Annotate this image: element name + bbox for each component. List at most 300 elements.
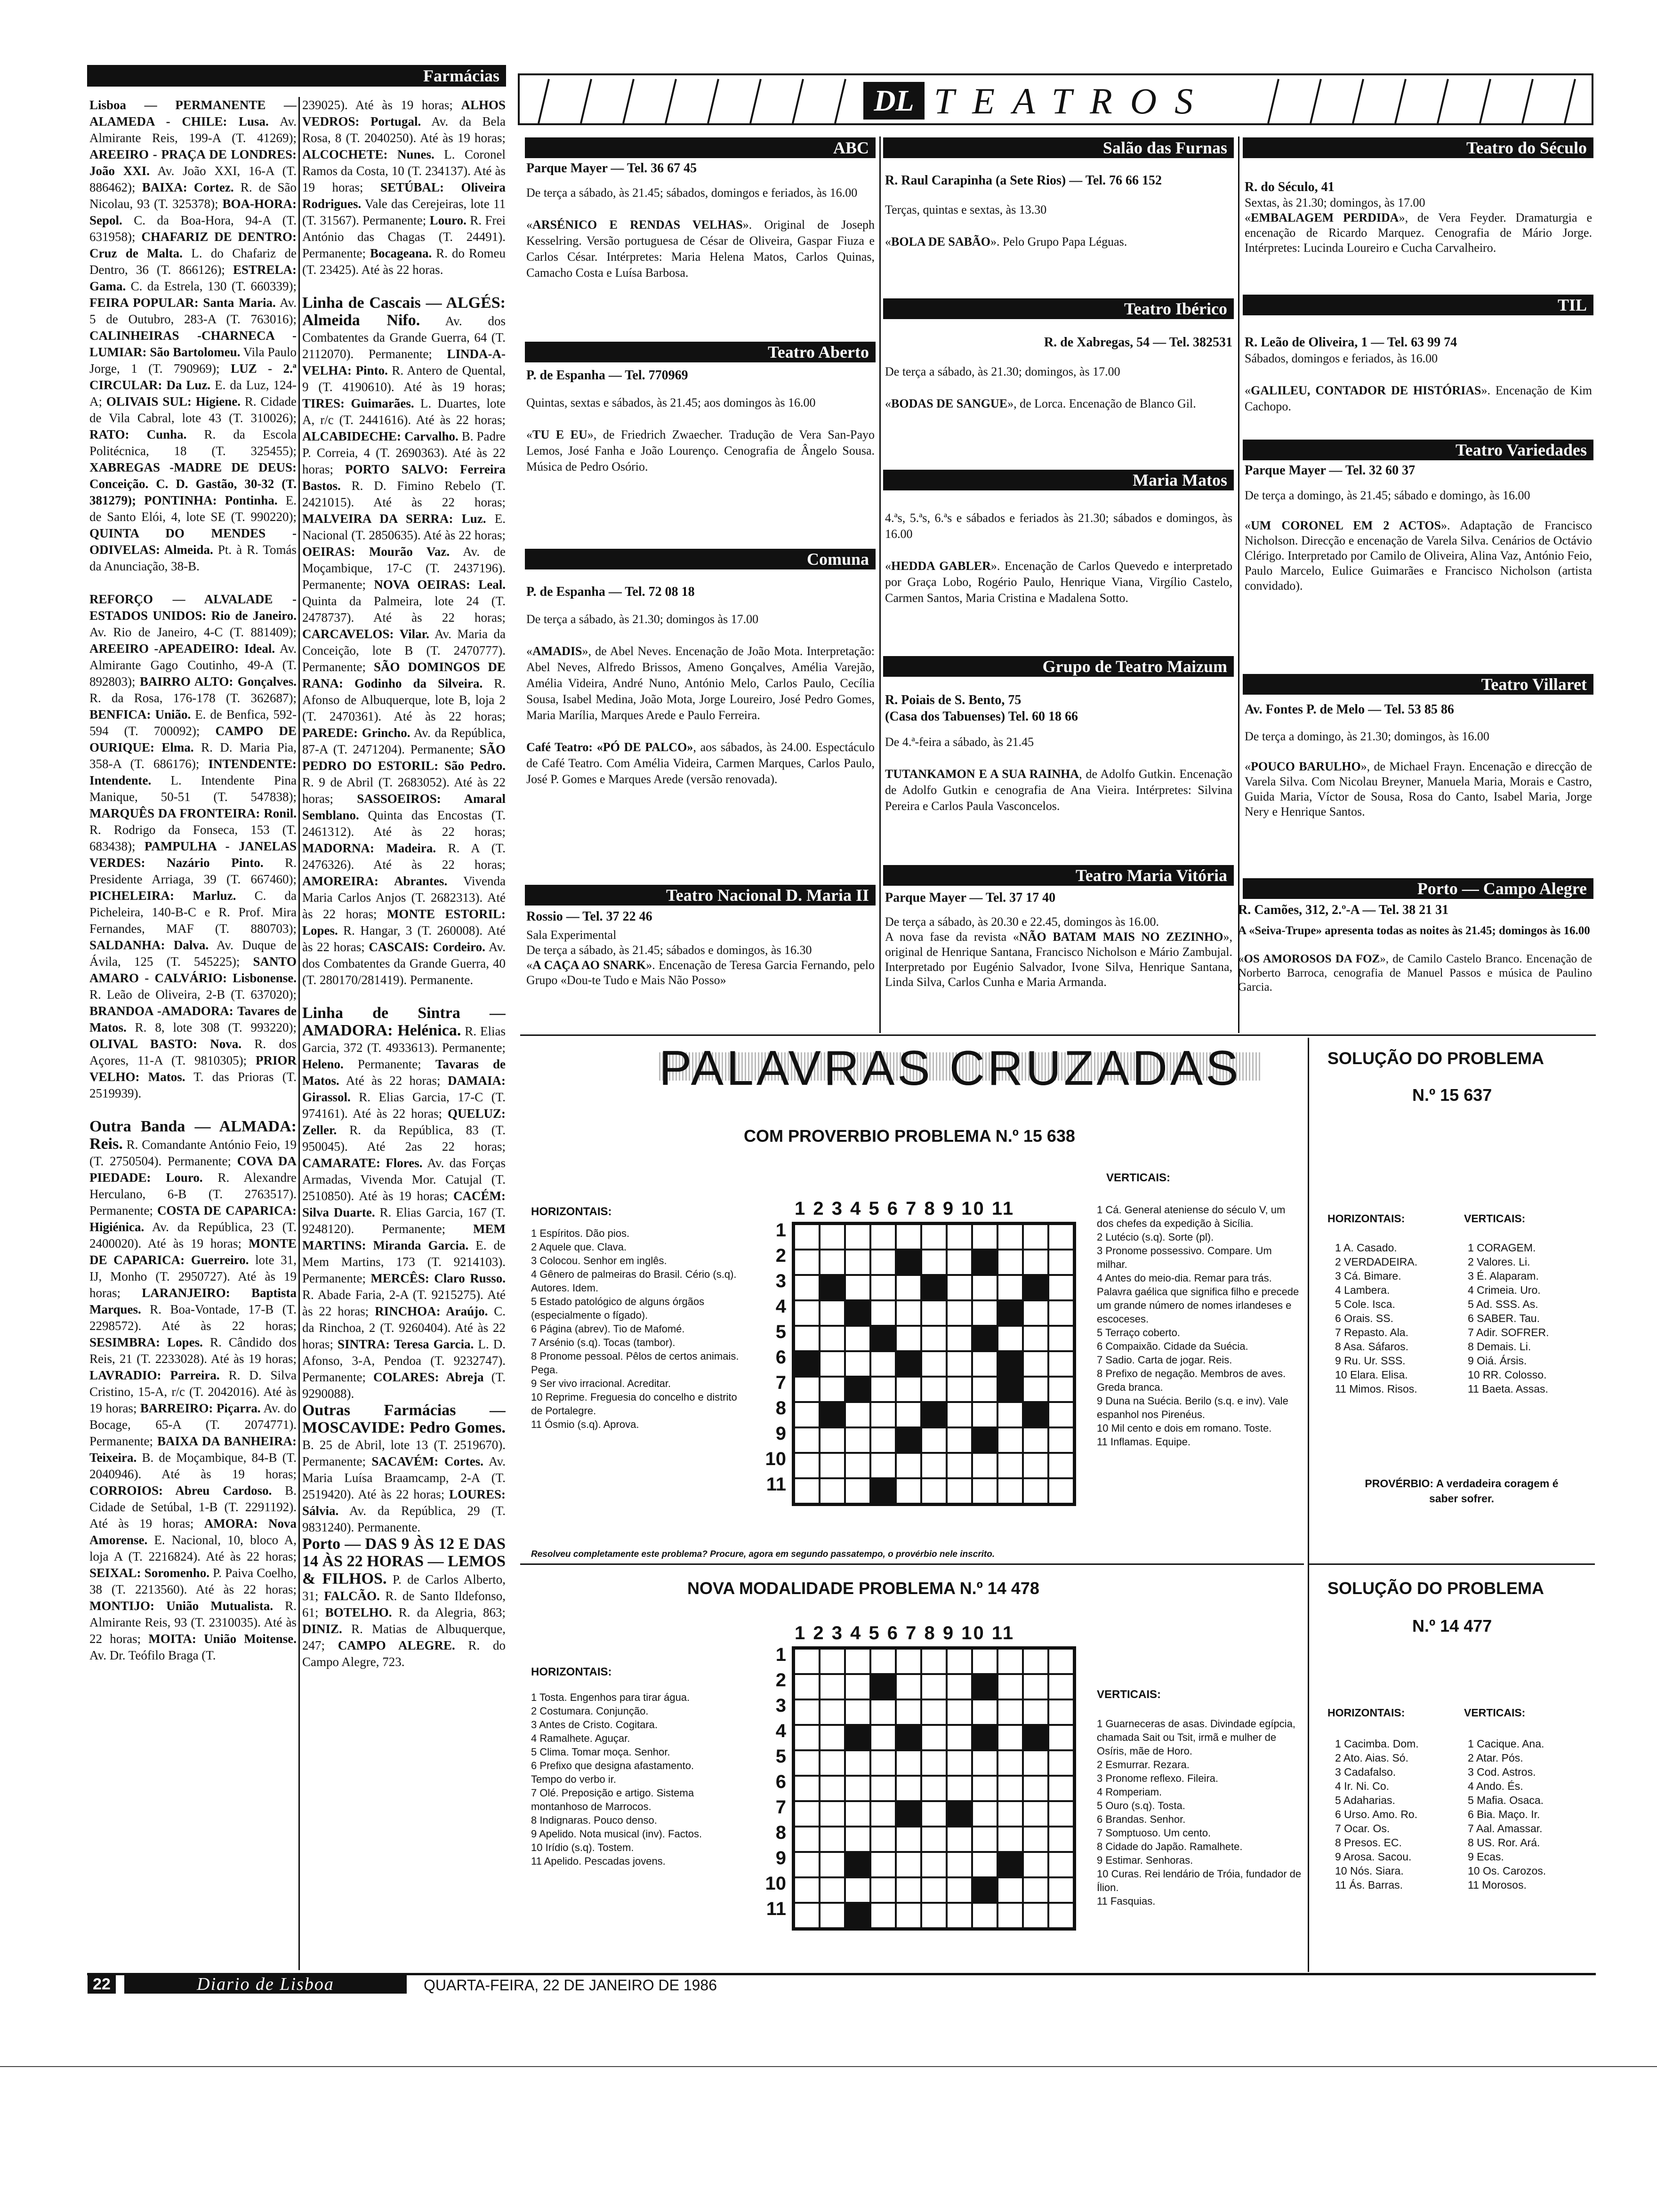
grid-cell[interactable] xyxy=(1048,1827,1074,1852)
crossword-title xyxy=(659,1040,1271,1101)
grid-cell[interactable] xyxy=(972,1852,997,1877)
grid-cell[interactable] xyxy=(870,1852,896,1877)
black-cell xyxy=(997,1300,1023,1326)
grid-cell[interactable] xyxy=(972,1377,997,1402)
grid-cell[interactable] xyxy=(1023,1250,1048,1275)
grid-cell[interactable] xyxy=(794,1776,820,1801)
black-cell xyxy=(870,1326,896,1351)
grid-cell[interactable] xyxy=(1023,1827,1048,1852)
grid-cell[interactable] xyxy=(972,1699,997,1725)
black-cell xyxy=(972,1326,997,1351)
grid-cell[interactable] xyxy=(997,1427,1023,1453)
grid-cell[interactable] xyxy=(820,1224,845,1250)
grid-cell[interactable] xyxy=(820,1649,845,1674)
grid-cell[interactable] xyxy=(921,1224,947,1250)
grid-cell[interactable] xyxy=(972,1801,997,1827)
grid-cell[interactable] xyxy=(845,1427,870,1453)
crossword-title-text: PALAVRAS CRUZADAS xyxy=(659,1041,1241,1096)
grid-cell[interactable] xyxy=(997,1674,1023,1699)
p1-grid[interactable] xyxy=(792,1222,1076,1506)
grid-cell[interactable] xyxy=(870,1750,896,1776)
black-cell xyxy=(845,1725,870,1750)
grid-cell[interactable] xyxy=(794,1224,820,1250)
grid-cell[interactable] xyxy=(845,1402,870,1427)
grid-cell[interactable] xyxy=(1023,1877,1048,1903)
grid-cell[interactable] xyxy=(921,1326,947,1351)
farmacias-header: Farmácias xyxy=(87,65,506,87)
theater-dmaria xyxy=(526,908,875,988)
grid-cell[interactable] xyxy=(896,1224,921,1250)
grid-cell[interactable] xyxy=(921,1776,947,1801)
grid-cell[interactable] xyxy=(921,1877,947,1903)
row-number: 2 xyxy=(775,1670,786,1691)
grid-cell[interactable] xyxy=(997,1903,1023,1928)
theater-comuna-header: Comuna xyxy=(525,549,876,569)
grid-cell[interactable] xyxy=(845,1250,870,1275)
theater-variedades-header: Teatro Variedades xyxy=(1243,440,1593,460)
grid-cell[interactable] xyxy=(1023,1903,1048,1928)
grid-cell[interactable] xyxy=(921,1250,947,1275)
theater-villaret-body: De terça a domingo, às 21.30; domingos, às 16.00 «POUCO BARULHO», de Michael Frayn. Encenação e direcção de Varela Silva. Com Nicolau Breyner, Manuela Maria, Morais e Castro, Guida Maria, Víctor de Sousa, Rosa do Canto, Isabel Maria, Jorge Nery e Henrique Santos. xyxy=(1245,729,1593,818)
grid-cell[interactable] xyxy=(1048,1903,1074,1928)
grid-cell[interactable] xyxy=(1048,1699,1074,1725)
theater-iberico-address: R. de Xabregas, 54 — Tel. 382531 xyxy=(1044,335,1232,350)
grid-cell[interactable] xyxy=(870,1725,896,1750)
grid-cell[interactable] xyxy=(896,1776,921,1801)
grid-cell[interactable] xyxy=(845,1275,870,1300)
grid-cell[interactable] xyxy=(997,1275,1023,1300)
grid-cell[interactable] xyxy=(794,1801,820,1827)
grid-cell[interactable] xyxy=(845,1699,870,1725)
grid-cell[interactable] xyxy=(794,1300,820,1326)
grid-cell[interactable] xyxy=(997,1877,1023,1903)
grid-cell[interactable] xyxy=(794,1453,820,1478)
grid-cell[interactable] xyxy=(794,1275,820,1300)
grid-cell[interactable] xyxy=(794,1326,820,1351)
grid-cell[interactable] xyxy=(794,1903,820,1928)
grid-cell[interactable] xyxy=(921,1300,947,1326)
grid-cell[interactable] xyxy=(794,1725,820,1750)
grid-cell[interactable] xyxy=(845,1453,870,1478)
grid-cell[interactable] xyxy=(1048,1725,1074,1750)
grid-cell[interactable] xyxy=(896,1478,921,1504)
grid-cell[interactable] xyxy=(870,1877,896,1903)
grid-cell[interactable] xyxy=(794,1852,820,1877)
grid-cell[interactable] xyxy=(845,1750,870,1776)
theater-maizum xyxy=(885,692,1232,814)
teatros-bottom-rule xyxy=(520,1034,1596,1036)
grid-cell[interactable] xyxy=(820,1674,845,1699)
grid-cell[interactable] xyxy=(845,1224,870,1250)
sol-mid-rule xyxy=(1308,1563,1595,1565)
grid-cell[interactable] xyxy=(972,1750,997,1776)
grid-cell[interactable] xyxy=(896,1453,921,1478)
grid-cell[interactable] xyxy=(896,1649,921,1674)
theater-comuna-body: De terça a sábado, às 21.30; domingos às 17.00 «AMADIS», de Abel Neves. Encenação de João Mota. Interpretação: Abel Neves, Alfredo Brissos, Ameno Gonçalves, Amélia Varejão, Amélia Videira, André Nuno, António Melo, Carlos Paulo, Cecília Sousa, Isabel Medina, João Mota, Jorge Loureiro, José Pedro Gomes, Maria Marília, Marques Arede e Paulo Ferreira. Café Teatro: «PÓ DE PALCO», aos sábados, às 24.00. Espectáculo de Café Teatro. Com Amélia Videira, Carmen Marques, Carlos Paulo, José P. Gomes e Marques Arede (versão renovada). xyxy=(526,612,875,786)
black-cell xyxy=(972,1674,997,1699)
grid-cell[interactable] xyxy=(947,1250,972,1275)
row-number: 4 xyxy=(775,1296,786,1317)
grid-cell[interactable] xyxy=(972,1275,997,1300)
row-number: 3 xyxy=(775,1271,786,1291)
grid-cell[interactable] xyxy=(972,1224,997,1250)
grid-cell[interactable] xyxy=(921,1725,947,1750)
theater-furnas xyxy=(885,172,1232,250)
grid-cell[interactable] xyxy=(997,1402,1023,1427)
grid-cell[interactable] xyxy=(1048,1674,1074,1699)
grid-cell[interactable] xyxy=(921,1377,947,1402)
p2-col-numbers: 1 2 3 4 5 6 7 8 9 10 11 xyxy=(795,1623,1015,1643)
farmacias-col1: Lisboa — PERMANENTE —ALAMEDA - CHILE: Lusa. Av. Almirante Reis, 199-A (T. 41269); AREEIRO - PRAÇA DE LONDRES: João XXI. Av. João XXI, 16-A (T. 886462); BAIXA: Cortez. R. de São Nicolau, 93 (T. 325378); BOA-HORA: Sepol. C. da Boa-Hora, 94-A (T. 631958); CHAFARIZ DE DENTRO: Cruz de Malta. L. do Chafariz de Dentro, 36 (T. 866126); ESTRELA: Gama. C. da Estrela, 130 (T. 660339); FEIRA POPULAR: Santa Maria. Av. 5 de Outubro, 283-A (T. 763016); CALINHEIRAS -CHARNECA - LUMIAR: São Bartolomeu. Vila Paulo Jorge, 1 (T. 790969); LUZ - 2.ª CIRCULAR: Da Luz. E. da Luz, 124-A; OLIVAIS SUL: Higiene. R. Cidade de Vila Cabral, lote 43 (T. 310026); RATO: Cunha. R. da Escola Politécnica, 18 (T. 325455); XABREGAS -MADRE DE DEUS: Conceição. C. D. Gastão, 30-32 (T. 381279); PONTINHA: Pontinha. E. de Santo Elói, 4, lote SE (T. 990220); QUINTA DO MENDES - ODIVELAS: Almeida. Pt. à R. Tomás da Anunciação, 38-B. REFORÇO — ALVALADE -ESTADOS UNIDOS: Rio de Janeiro. Av. Rio de Janeiro, 4-C (T. 881409); AREEIRO -APEADEIRO: Ideal. Av. Almirante Gago Coutinho, 49-A (T. 892803); BAIRRO ALTO: Gonçalves. R. da Rosa, 176-178 (T. 362687); BENFICA: União. E. de Benfica, 592-594 (T. 700092); CAMPO DE OURIQUE: Elma. R. D. Maria Pia, 358-A (T. 686176); INTENDENTE: Intendente. L. Intendente Pina Manique, 50-51 (T. 547838); MARQUÊS DA FRONTEIRA: Ronil. R. Rodrigo da Fonseca, 153 (T. 683438); PAMPULHA - JANELAS VERDES: Nazário Pinto. R. Presidente Arriaga, 39 (T. 667460); PICHELEIRA: Marluz. C. da Picheleira, 140-B-C e R. Prof. Mira Fernandes, MAF (T. 880703); SALDANHA: Dalva. Av. Duque de Ávila, 125 (T. 545225); SANTO AMARO - CALVÁRIO: Lisbonense. R. Leão de Oliveira, 2-B (T. 637020); BRANDOA -AMADORA: Tavares de Matos. R. 8, lote 308 (T. 993220); OLIVAL BASTO: Nova. R. dos Açores, 11-A (T. 9810305); PRIOR VELHO: Matos. T. das Prioras (T. 2519939). Outra Banda — ALMADA: Reis. R. Comandante António Feio, 19 (T. 2750504). Permanente; COVA DA PIEDADE: Louro. R. Alexandre Herculano, 6-B (T. 2763517). Permanente; COSTA DE CAPARICA: Higiénica. Av. da República, 23 (T. 2400020). Até às 19 horas; MONTE DE CAPARICA: Guerreiro. lote 31, IJ, Monho (T. 2950727). Até às 19 horas; LARANJEIRO: Baptista Marques. R. Boa-Vontade, 17-B (T. 2298572). Até às 22 horas; SESIMBRA: Lopes. R. Cândido dos Reis, 21 (T. 2233028). Até às 19 horas; LAVRADIO: Parreira. R. D. Silva Cristino, 15-A, r/c (T. 2042016). Até às 19 horas; BARREIRO: Piçarra. Av. do Bocage, 65-A (T. 2074771). Permanente; BAIXA DA BANHEIRA: Teixeira. B. de Moçambique, 84-B (T. 2040946). Até às 19 horas; CORROIOS: Abreu Cardoso. B. Cidade de Setúbal, 1-B (T. 2291192). Até às 19 horas; AMORA: Nova Amorense. E. Nacional, 10, bloco A, loja A (T. 2216824). Até às 22 horas; SEIXAL: Soromenho. P. Paiva Coelho, 38 (T. 2213560). Até às 22 horas; MONTIJO: União Mutualista. R. Almirante Reis, 93 (T. 2310035). Até às 22 horas; MOITA: União Moitense. Av. Dr. Teófilo Braga (T. xyxy=(89,98,297,1662)
grid-cell[interactable] xyxy=(896,1827,921,1852)
grid-cell[interactable] xyxy=(820,1699,845,1725)
p2-verticais-clues: 1 Guarneceras de asas. Divindade egípcia, chamada Sait ou Tsit, irmã e mulher de Osíris, mãe de Horo. 2 Esmurrar. Rezara. 3 Pronome reflexo. Fileira. 4 Romperiam. 5 Ouro (s.q). Tosta. 6 Brandas. Senhor. 7 Somptuoso. Um cento. 8 Cidade do Japão. Ramalhete. 9 Estimar. Senhoras. 10 Curas. Rei lendário de Tróia, fundador de Ílion. 11 Fasquias. xyxy=(1097,1718,1302,1907)
grid-cell[interactable] xyxy=(921,1903,947,1928)
grid-cell[interactable] xyxy=(972,1827,997,1852)
grid-cell[interactable] xyxy=(947,1427,972,1453)
black-cell xyxy=(921,1402,947,1427)
grid-cell[interactable] xyxy=(1048,1377,1074,1402)
grid-cell[interactable] xyxy=(1023,1750,1048,1776)
theater-til-header: TIL xyxy=(1243,295,1593,315)
grid-cell[interactable] xyxy=(921,1427,947,1453)
theater-vitoria-body: De terça a sábado, às 20.30 e 22.45, domingos às 16.00. A nova fase da revista «NÃO BATAM MAIS NO ZEZINHO», original de Henrique Santana, Francisco Nicholson e Mário Zambujal. Interpretado por Eugénio Salvador, Ivone Silva, Henrique Santana, Linda Silva, Carlos Cunha e Maria Armanda. xyxy=(885,915,1232,989)
grid-cell[interactable] xyxy=(1023,1649,1048,1674)
black-cell xyxy=(1023,1402,1048,1427)
grid-cell[interactable] xyxy=(921,1674,947,1699)
p1-verticais-clues: 1 Cá. General ateniense do século V, um dos chefes da expedição à Sicília. 2 Lutécio (s.q). Sorte (pl). 3 Pronome possessivo. Compare. Um milhar. 4 Antes do meio-dia. Remar para trás. Palavra gaélica que significa filho e precede um grande número de nomes irlandeses e escoceses. 5 Terraço coberto. 6 Compaixão. Cidade da Suécia. 7 Sadio. Carta de jogar. Reis. 8 Prefixo de negação. Membros de aves. Greda branca. 9 Duna na Suécia. Berilo (s.q. e inv). Vale espanhol nos Pirenéus. 10 Mil cento e dois em romano. Toste. 11 Inflamas. Equipe. xyxy=(1097,1204,1299,1448)
row-number: 1 xyxy=(775,1644,786,1665)
issue-date: QUARTA-FEIRA, 22 DE JANEIRO DE 1986 xyxy=(424,1977,717,1994)
grid-cell[interactable] xyxy=(997,1827,1023,1852)
grid-cell[interactable] xyxy=(947,1300,972,1326)
grid-cell[interactable] xyxy=(1023,1351,1048,1377)
grid-cell[interactable] xyxy=(870,1649,896,1674)
black-cell xyxy=(845,1377,870,1402)
grid-cell[interactable] xyxy=(947,1224,972,1250)
sol1-v-label: VERTICAIS: xyxy=(1464,1212,1526,1225)
grid-cell[interactable] xyxy=(921,1453,947,1478)
grid-cell[interactable] xyxy=(921,1750,947,1776)
theater-seculo-address: R. do Século, 41 xyxy=(1245,180,1335,194)
theater-seculo-header: Teatro do Século xyxy=(1243,137,1593,158)
grid-cell[interactable] xyxy=(794,1877,820,1903)
grid-cell[interactable] xyxy=(870,1453,896,1478)
p1-verticais-label: VERTICAIS: xyxy=(1106,1171,1171,1184)
grid-cell[interactable] xyxy=(794,1478,820,1504)
grid-cell[interactable] xyxy=(947,1877,972,1903)
grid-cell[interactable] xyxy=(997,1750,1023,1776)
theater-matos-body: 4.ªs, 5.ªs, 6.ªs e sábados e feriados às 21.30; sábados e domingos, às 16.00 «HEDDA GABLER». Encenação de Carlos Quevedo e interpretado por Graça Lobo, Rogério Paulo, Henrique Viana, Virgílio Castelo, Carmen Santos, Maria Cristina e Madalena Sotto. xyxy=(885,511,1232,605)
grid-cell[interactable] xyxy=(896,1674,921,1699)
grid-cell[interactable] xyxy=(896,1852,921,1877)
black-cell xyxy=(870,1674,896,1699)
grid-cell[interactable] xyxy=(820,1776,845,1801)
grid-cell[interactable] xyxy=(1023,1801,1048,1827)
grid-cell[interactable] xyxy=(845,1351,870,1377)
theater-villaret-header: Teatro Villaret xyxy=(1243,674,1593,695)
grid-cell[interactable] xyxy=(896,1326,921,1351)
grid-cell[interactable] xyxy=(870,1903,896,1928)
theater-abc-address: Parque Mayer — Tel. 36 67 45 xyxy=(526,161,697,176)
grid-cell[interactable] xyxy=(947,1827,972,1852)
row-number: 11 xyxy=(766,1474,786,1495)
p1-col-numbers: 1 2 3 4 5 6 7 8 9 10 11 xyxy=(795,1198,1015,1219)
grid-cell[interactable] xyxy=(794,1377,820,1402)
theater-iberico-header: Teatro Ibérico xyxy=(883,298,1234,319)
grid-cell[interactable] xyxy=(1048,1402,1074,1427)
grid-cell[interactable] xyxy=(1048,1852,1074,1877)
grid-cell[interactable] xyxy=(921,1852,947,1877)
grid-cell[interactable] xyxy=(947,1750,972,1776)
grid-cell[interactable] xyxy=(794,1427,820,1453)
grid-cell[interactable] xyxy=(896,1377,921,1402)
grid-cell[interactable] xyxy=(997,1776,1023,1801)
grid-cell[interactable] xyxy=(1023,1699,1048,1725)
grid-cell[interactable] xyxy=(1048,1351,1074,1377)
grid-cell[interactable] xyxy=(1023,1453,1048,1478)
theater-furnas-body: Terças, quintas e sextas, às 13.30 «BOLA DE SABÃO». Pelo Grupo Papa Léguas. xyxy=(885,203,1127,248)
theater-porto xyxy=(1238,902,1592,994)
black-cell xyxy=(820,1275,845,1300)
grid-cell[interactable] xyxy=(1023,1852,1048,1877)
grid-cell[interactable] xyxy=(794,1827,820,1852)
grid-cell[interactable] xyxy=(794,1674,820,1699)
row-number: 5 xyxy=(775,1322,786,1342)
grid-cell[interactable] xyxy=(1048,1776,1074,1801)
row-number: 7 xyxy=(775,1372,786,1393)
grid-cell[interactable] xyxy=(1023,1478,1048,1504)
grid-cell[interactable] xyxy=(870,1699,896,1725)
grid-cell[interactable] xyxy=(870,1250,896,1275)
grid-cell[interactable] xyxy=(896,1402,921,1427)
grid-cell[interactable] xyxy=(896,1750,921,1776)
grid-cell[interactable] xyxy=(947,1453,972,1478)
p1-horizontais-clues: 1 Espíritos. Dão pios. 2 Aquele que. Clava. 3 Colocou. Senhor em inglês. 4 Gênero de palmeiras do Brasil. Cério (s.q). Autores. Idem. 5 Estado patológico de alguns órgãos (especialmente o fígado). 6 Página (abrev). Tio de Mafomé. 7 Arsénio (s.q). Tocas (tambor). 8 Pronome pessoal. Pêlos de certos animais. Pega. 9 Ser vivo irracional. Acreditar. 10 Reprime. Freguesia do concelho e distrito de Portalegre. 11 Ósmio (s.q). Aprova. xyxy=(531,1227,739,1430)
grid-cell[interactable] xyxy=(972,1776,997,1801)
grid-cell[interactable] xyxy=(896,1300,921,1326)
grid-cell[interactable] xyxy=(794,1750,820,1776)
black-cell xyxy=(972,1427,997,1453)
black-cell xyxy=(947,1801,972,1827)
grid-cell[interactable] xyxy=(820,1377,845,1402)
grid-cell[interactable] xyxy=(794,1250,820,1275)
grid-cell[interactable] xyxy=(997,1699,1023,1725)
grid-cell[interactable] xyxy=(896,1903,921,1928)
theater-comuna xyxy=(526,584,875,787)
grid-cell[interactable] xyxy=(1048,1250,1074,1275)
grid-cell[interactable] xyxy=(820,1453,845,1478)
theater-maizum-body: De 4.ª-feira a sábado, às 21.45 TUTANKAMON E A SUA RAINHA, de Adolfo Gutkin. Encenação de Adolfo Gutkin e cenografia de Ana Vieira. Intérpretes: Silvina Pereira e Carlos Paula Vasconcelos. xyxy=(885,735,1232,813)
grid-cell[interactable] xyxy=(820,1801,845,1827)
grid-cell[interactable] xyxy=(870,1427,896,1453)
black-cell xyxy=(896,1250,921,1275)
theater-furnas-address: R. Raul Carapinha (a Sete Rios) — Tel. 76 66 152 xyxy=(885,173,1162,188)
grid-cell[interactable] xyxy=(947,1326,972,1351)
grid-cell[interactable] xyxy=(896,1275,921,1300)
theater-variedades xyxy=(1245,462,1592,593)
grid-cell[interactable] xyxy=(1048,1478,1074,1504)
theater-dmaria-address: Rossio — Tel. 37 22 46 xyxy=(526,909,652,924)
grid-cell[interactable] xyxy=(997,1801,1023,1827)
grid-cell[interactable] xyxy=(870,1300,896,1326)
grid-cell[interactable] xyxy=(921,1649,947,1674)
grid-cell[interactable] xyxy=(947,1903,972,1928)
theater-maizum-address: R. Poiais de S. Bento, 75 (Casa dos Tabuenses) Tel. 60 18 66 xyxy=(885,693,1078,724)
grid-cell[interactable] xyxy=(870,1351,896,1377)
grid-cell[interactable] xyxy=(997,1250,1023,1275)
sol2-v: 1 Cacique. Ana. 2 Atar. Pós. 3 Cod. Astros. 4 Ando. És. 5 Mafia. Osaca. 6 Bia. Maço. Ir. 7 Aal. Amassar. 8 US. Ror. Ará. 9 Ecas. 10 Os. Carozos. 11 Morosos. xyxy=(1468,1738,1546,1891)
grid-cell[interactable] xyxy=(820,1478,845,1504)
grid-cell[interactable] xyxy=(870,1402,896,1427)
grid-cell[interactable] xyxy=(794,1699,820,1725)
grid-cell[interactable] xyxy=(845,1326,870,1351)
row-number: 8 xyxy=(775,1398,786,1419)
grid-cell[interactable] xyxy=(1048,1326,1074,1351)
sol2-title: SOLUÇÃO DO PROBLEMA xyxy=(1327,1579,1544,1598)
grid-cell[interactable] xyxy=(820,1427,845,1453)
grid-cell[interactable] xyxy=(896,1699,921,1725)
grid-cell[interactable] xyxy=(845,1649,870,1674)
grid-cell[interactable] xyxy=(845,1827,870,1852)
grid-cell[interactable] xyxy=(1048,1453,1074,1478)
grid-cell[interactable] xyxy=(972,1351,997,1377)
grid-cell[interactable] xyxy=(921,1351,947,1377)
grid-cell[interactable] xyxy=(972,1402,997,1427)
grid-cell[interactable] xyxy=(820,1877,845,1903)
theater-matos-header: Maria Matos xyxy=(883,470,1234,490)
grid-cell[interactable] xyxy=(820,1903,845,1928)
grid-cell[interactable] xyxy=(947,1776,972,1801)
grid-cell[interactable] xyxy=(947,1478,972,1504)
black-cell xyxy=(845,1903,870,1928)
black-cell xyxy=(997,1377,1023,1402)
grid-cell[interactable] xyxy=(947,1377,972,1402)
farmacias-divider xyxy=(298,97,300,1970)
grid-cell[interactable] xyxy=(1048,1877,1074,1903)
grid-cell[interactable] xyxy=(921,1827,947,1852)
grid-cell[interactable] xyxy=(1048,1801,1074,1827)
grid-cell[interactable] xyxy=(845,1478,870,1504)
row-number: 10 xyxy=(765,1449,786,1469)
theater-vitoria-header: Teatro Maria Vitória xyxy=(883,865,1234,886)
grid-cell[interactable] xyxy=(947,1852,972,1877)
sol1-h: 1 A. Casado. 2 VERDADEIRA. 3 Cá. Bimare. 4 Lambera. 5 Cole. Isca. 6 Orais. SS. 7 Repasto. Ala. 8 Asa. Sáfaros. 9 Ru. Ur. SSS. 10 Elara. Elisa. 11 Mimos. Risos. xyxy=(1335,1242,1418,1395)
grid-cell[interactable] xyxy=(1048,1275,1074,1300)
grid-cell[interactable] xyxy=(820,1250,845,1275)
theater-vitoria-address: Parque Mayer — Tel. 37 17 40 xyxy=(885,890,1056,905)
grid-cell[interactable] xyxy=(845,1674,870,1699)
grid-cell[interactable] xyxy=(1023,1300,1048,1326)
grid-cell[interactable] xyxy=(997,1326,1023,1351)
grid-cell[interactable] xyxy=(794,1649,820,1674)
grid-cell[interactable] xyxy=(1023,1377,1048,1402)
grid-cell[interactable] xyxy=(972,1453,997,1478)
grid-cell[interactable] xyxy=(820,1827,845,1852)
p2-grid[interactable] xyxy=(792,1646,1076,1931)
grid-cell[interactable] xyxy=(896,1877,921,1903)
grid-cell[interactable] xyxy=(1048,1750,1074,1776)
theater-furnas-header: Salão das Furnas xyxy=(883,137,1234,158)
grid-cell[interactable] xyxy=(870,1801,896,1827)
theater-variedades-address: Parque Mayer — Tel. 32 60 37 xyxy=(1245,463,1416,478)
grid-cell[interactable] xyxy=(921,1699,947,1725)
row-number: 6 xyxy=(775,1347,786,1368)
row-number: 3 xyxy=(775,1695,786,1716)
grid-cell[interactable] xyxy=(972,1300,997,1326)
grid-cell[interactable] xyxy=(820,1326,845,1351)
grid-cell[interactable] xyxy=(870,1377,896,1402)
grid-cell[interactable] xyxy=(845,1776,870,1801)
grid-cell[interactable] xyxy=(1023,1427,1048,1453)
grid-cell[interactable] xyxy=(921,1801,947,1827)
grid-cell[interactable] xyxy=(947,1351,972,1377)
row-number: 5 xyxy=(775,1746,786,1767)
grid-cell[interactable] xyxy=(972,1478,997,1504)
theater-porto-header: Porto — Campo Alegre xyxy=(1243,878,1593,899)
theater-seculo xyxy=(1245,179,1592,256)
grid-cell[interactable] xyxy=(947,1725,972,1750)
grid-cell[interactable] xyxy=(921,1478,947,1504)
grid-cell[interactable] xyxy=(972,1903,997,1928)
theater-dmaria-body: Sala Experimental De terça a sábado, às 21.45; sábados e domingos, às 16.30 «A CAÇA AO SNARK». Encenação de Teresa Garcia Fernando, pelo Grupo «Dou-te Tudo e Mais Não Posso» xyxy=(526,928,875,987)
grid-cell[interactable] xyxy=(870,1827,896,1852)
grid-cell[interactable] xyxy=(997,1649,1023,1674)
grid-cell[interactable] xyxy=(870,1275,896,1300)
grid-cell[interactable] xyxy=(947,1699,972,1725)
row-number: 8 xyxy=(775,1822,786,1843)
grid-cell[interactable] xyxy=(870,1224,896,1250)
black-cell xyxy=(972,1725,997,1750)
grid-cell[interactable] xyxy=(997,1725,1023,1750)
grid-cell[interactable] xyxy=(845,1877,870,1903)
grid-cell[interactable] xyxy=(1048,1300,1074,1326)
grid-cell[interactable] xyxy=(947,1275,972,1300)
grid-cell[interactable] xyxy=(820,1852,845,1877)
sol1-v: 1 CORAGEM. 2 Valores. Li. 3 É. Alaparam. 4 Crimeia. Uro. 5 Ad. SSS. As. 6 SABER. Tau. 7 Adir. SOFRER. 8 Demais. Li. 9 Oiá. Ársis. 10 RR. Colosso. 11 Baeta. Assas. xyxy=(1468,1242,1549,1395)
grid-cell[interactable] xyxy=(1023,1674,1048,1699)
grid-cell[interactable] xyxy=(997,1478,1023,1504)
grid-cell[interactable] xyxy=(1048,1224,1074,1250)
grid-cell[interactable] xyxy=(794,1402,820,1427)
grid-cell[interactable] xyxy=(1048,1427,1074,1453)
grid-cell[interactable] xyxy=(1048,1649,1074,1674)
grid-cell[interactable] xyxy=(997,1224,1023,1250)
teatros-banner xyxy=(518,73,1593,125)
theater-matos xyxy=(885,510,1232,606)
grid-cell[interactable] xyxy=(845,1801,870,1827)
grid-cell[interactable] xyxy=(947,1649,972,1674)
grid-cell[interactable] xyxy=(870,1776,896,1801)
theater-til-body: Sábados, domingos e feriados, às 16.00 «GALILEU, CONTADOR DE HISTÓRIAS». Encenação de Kim Cachopo. xyxy=(1245,352,1592,413)
grid-cell[interactable] xyxy=(820,1300,845,1326)
black-cell xyxy=(845,1852,870,1877)
grid-cell[interactable] xyxy=(1023,1224,1048,1250)
grid-cell[interactable] xyxy=(820,1351,845,1377)
grid-cell[interactable] xyxy=(972,1649,997,1674)
p2-title: NOVA MODALIDADE PROBLEMA N.º 14 478 xyxy=(687,1579,1039,1598)
grid-cell[interactable] xyxy=(820,1750,845,1776)
grid-cell[interactable] xyxy=(997,1453,1023,1478)
grid-cell[interactable] xyxy=(947,1402,972,1427)
grid-cell[interactable] xyxy=(1023,1776,1048,1801)
grid-cell[interactable] xyxy=(1023,1326,1048,1351)
grid-cell[interactable] xyxy=(947,1674,972,1699)
theater-aberto-address: P. de Espanha — Tel. 770969 xyxy=(526,368,688,383)
teatros-divider-1 xyxy=(879,136,881,1033)
grid-cell[interactable] xyxy=(820,1725,845,1750)
newspaper-name: Diario de Lisboa xyxy=(124,1975,407,1994)
